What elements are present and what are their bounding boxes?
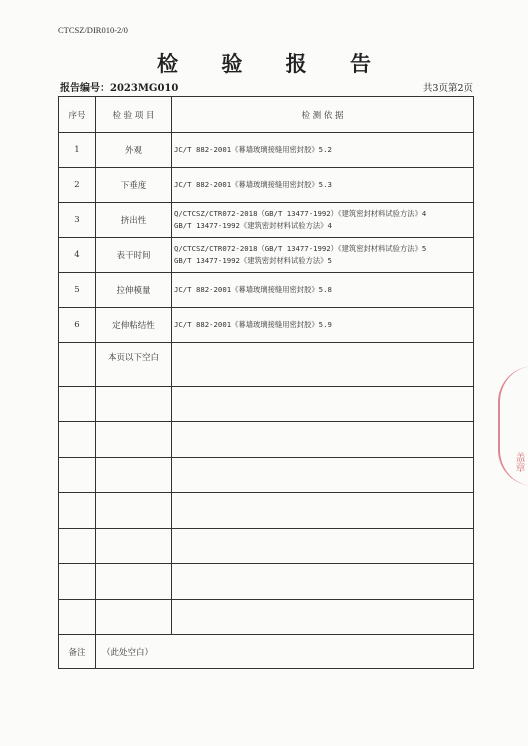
basis-line: GB/T 13477-1992《建筑密封材料试验方法》5 xyxy=(174,256,332,265)
row-item: 表干时间 xyxy=(96,238,172,273)
remark-row xyxy=(59,635,474,669)
blank-cell xyxy=(59,493,96,529)
row-item: 挤出性 xyxy=(96,203,172,238)
blank-cell xyxy=(59,457,96,493)
row-item: 定伸粘结性 xyxy=(96,308,172,343)
blank-row xyxy=(59,422,474,458)
blank-cell xyxy=(172,457,474,493)
blank-cell xyxy=(96,457,172,493)
blank-row xyxy=(59,528,474,564)
table-row xyxy=(59,273,474,308)
blank-note-row xyxy=(59,343,474,387)
row-basis xyxy=(172,308,474,343)
blank-cell xyxy=(172,493,474,529)
page-info: 共3页第2页 xyxy=(422,83,473,94)
row-seq: 6 xyxy=(59,308,96,343)
blank-cell xyxy=(59,564,96,600)
table-row xyxy=(59,308,474,343)
table-row xyxy=(59,238,474,273)
row-basis xyxy=(172,168,474,203)
table-header-row xyxy=(59,97,474,133)
blank-cell xyxy=(59,599,96,635)
table-row xyxy=(59,168,474,203)
blank-cell xyxy=(172,422,474,458)
blank-cell xyxy=(96,422,172,458)
inspection-table xyxy=(58,96,474,669)
row-basis xyxy=(172,203,474,238)
seal-stamp-text: 盖章 xyxy=(513,452,524,472)
header-basis: 检 测 依 据 xyxy=(172,97,474,133)
blank-cell xyxy=(96,386,172,422)
basis-line: JC/T 882-2001《幕墙玻璃接缝用密封胶》5.3 xyxy=(174,180,332,189)
blank-cell xyxy=(96,528,172,564)
blank-row xyxy=(59,599,474,635)
basis-line: JC/T 882-2001《幕墙玻璃接缝用密封胶》5.2 xyxy=(174,145,332,154)
remark-value: （此处空白） xyxy=(96,635,474,669)
row-seq: 1 xyxy=(59,133,96,168)
row-seq: 3 xyxy=(59,203,96,238)
row-basis xyxy=(172,133,474,168)
row-item: 拉伸模量 xyxy=(96,273,172,308)
table-row xyxy=(59,133,474,168)
blank-cell xyxy=(172,343,474,387)
blank-cell xyxy=(59,343,96,387)
report-number: 报告编号：2023MG010 xyxy=(60,83,179,94)
blank-note: 本页以下空白 xyxy=(96,343,172,387)
blank-cell xyxy=(96,564,172,600)
blank-row xyxy=(59,493,474,529)
page-title: 检 验 报 告 xyxy=(157,51,389,76)
blank-cell xyxy=(172,599,474,635)
blank-cell xyxy=(172,564,474,600)
blank-cell xyxy=(172,386,474,422)
blank-row xyxy=(59,564,474,600)
row-item: 下垂度 xyxy=(96,168,172,203)
header-seq: 序号 xyxy=(59,97,96,133)
row-seq: 4 xyxy=(59,238,96,273)
row-seq: 5 xyxy=(59,273,96,308)
row-basis xyxy=(172,273,474,308)
blank-cell xyxy=(59,422,96,458)
basis-line: Q/CTCSZ/CTR072-2018（GB/T 13477-1992）《建筑密封材料试验方法》5 xyxy=(174,244,427,253)
row-seq: 2 xyxy=(59,168,96,203)
basis-line: JC/T 882-2001《幕墙玻璃接缝用密封胶》5.8 xyxy=(174,285,332,294)
blank-cell xyxy=(59,386,96,422)
blank-cell xyxy=(96,493,172,529)
header-item: 检 验 项 目 xyxy=(96,97,172,133)
form-code: CTCSZ/DIR010-2/0 xyxy=(58,25,128,35)
blank-cell xyxy=(96,599,172,635)
blank-row xyxy=(59,386,474,422)
basis-line: GB/T 13477-1992《建筑密封材料试验方法》4 xyxy=(174,221,332,230)
blank-cell xyxy=(59,528,96,564)
row-basis xyxy=(172,238,474,273)
blank-row xyxy=(59,457,474,493)
basis-line: JC/T 882-2001《幕墙玻璃接缝用密封胶》5.9 xyxy=(174,320,332,329)
basis-line: Q/CTCSZ/CTR072-2018（GB/T 13477-1992）《建筑密封材料试验方法》4 xyxy=(174,209,427,218)
row-item: 外观 xyxy=(96,133,172,168)
table-row xyxy=(59,203,474,238)
remark-label: 备注 xyxy=(59,635,96,669)
blank-cell xyxy=(172,528,474,564)
